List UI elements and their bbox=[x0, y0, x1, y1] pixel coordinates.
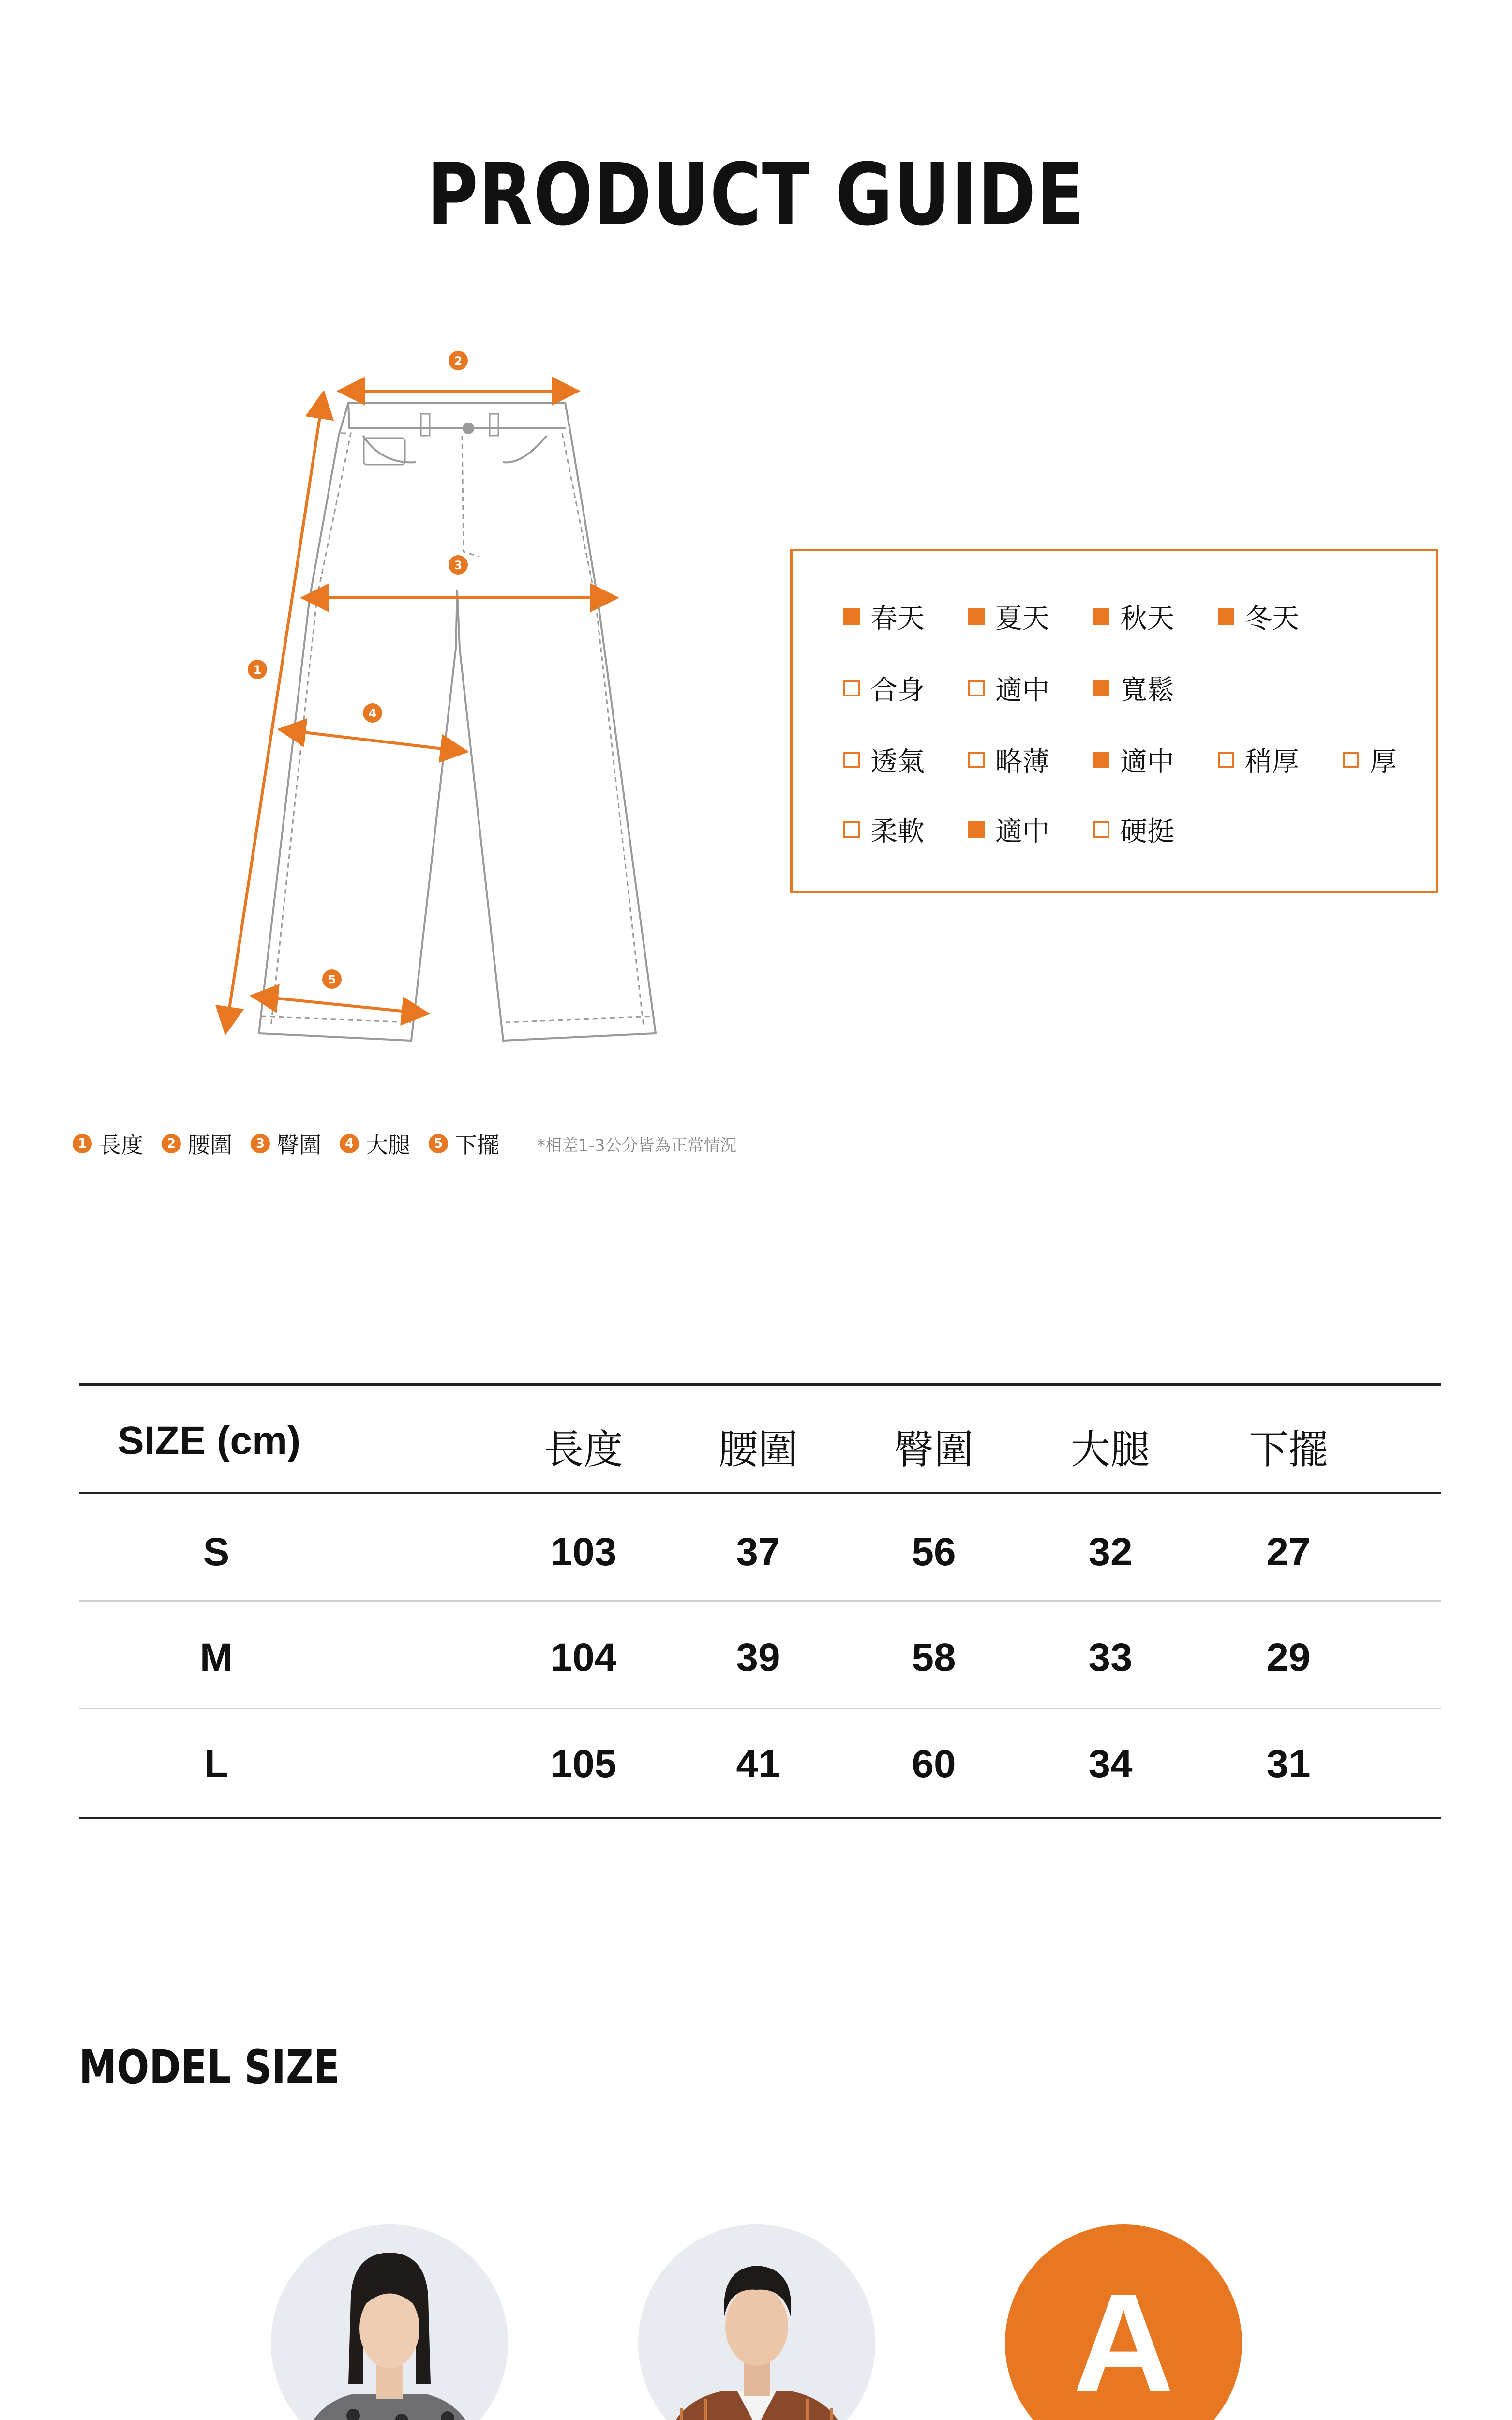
checked-box-icon bbox=[1093, 680, 1109, 696]
number-badge: 4 bbox=[340, 1134, 359, 1153]
cell-thigh: 34 bbox=[1088, 1742, 1133, 1786]
option-spring: 春天 bbox=[843, 597, 925, 636]
key-waist: 2 腰圍 bbox=[162, 1128, 232, 1160]
cell-hem: 31 bbox=[1266, 1742, 1311, 1786]
header-hem: 下擺 bbox=[1248, 1427, 1328, 1473]
pants-outline bbox=[259, 403, 656, 1041]
page-title: PRODUCT GUIDE bbox=[427, 145, 1085, 244]
option-loose: 寬鬆 bbox=[1093, 669, 1174, 708]
header-size: SIZE (cm) bbox=[118, 1419, 301, 1463]
unchecked-box-icon bbox=[843, 752, 860, 768]
measurement-key bbox=[73, 1128, 737, 1160]
cell-hip: 58 bbox=[912, 1635, 956, 1679]
table-header-rule bbox=[79, 1492, 1441, 1494]
cell-thigh: 32 bbox=[1088, 1530, 1133, 1574]
marker-5-label: 5 bbox=[328, 973, 336, 986]
marker-1-label: 1 bbox=[253, 663, 262, 677]
header-waist: 腰圍 bbox=[718, 1427, 798, 1473]
row-size: L bbox=[204, 1742, 229, 1786]
unchecked-box-icon bbox=[968, 752, 985, 768]
measurement-lines bbox=[227, 391, 605, 1021]
unchecked-box-icon bbox=[1218, 752, 1234, 768]
option-thin: 略薄 bbox=[968, 741, 1049, 779]
number-badge: 1 bbox=[73, 1134, 92, 1153]
key-thigh: 4 大腿 bbox=[340, 1128, 410, 1160]
cell-thigh: 33 bbox=[1088, 1635, 1133, 1679]
checked-box-icon bbox=[968, 608, 985, 625]
model-card-owen bbox=[587, 2224, 926, 2420]
model-card-pan bbox=[220, 2224, 559, 2420]
key-hem: 5 下擺 bbox=[429, 1128, 499, 1160]
option-soft: 柔軟 bbox=[843, 810, 925, 849]
option-breathable: 透氣 bbox=[843, 741, 925, 779]
button-detail bbox=[463, 423, 474, 434]
header-thigh: 大腿 bbox=[1070, 1427, 1150, 1473]
model-card-a bbox=[954, 2224, 1293, 2420]
table-bottom-rule bbox=[79, 1817, 1441, 1819]
option-fit-regular: 適中 bbox=[968, 669, 1049, 708]
checked-box-icon bbox=[843, 608, 860, 625]
row-size: M bbox=[199, 1635, 233, 1679]
letter-avatar: A bbox=[1005, 2224, 1242, 2420]
checked-box-icon bbox=[1093, 752, 1109, 768]
cell-length: 103 bbox=[550, 1530, 617, 1574]
unchecked-box-icon bbox=[1343, 752, 1359, 768]
cell-hip: 60 bbox=[912, 1742, 956, 1786]
option-thickness-regular: 適中 bbox=[1093, 741, 1174, 779]
number-badge: 3 bbox=[251, 1134, 270, 1153]
option-thick: 厚 bbox=[1343, 741, 1397, 779]
number-badge: 5 bbox=[429, 1134, 448, 1153]
cell-hem: 29 bbox=[1266, 1635, 1311, 1679]
option-autumn: 秋天 bbox=[1093, 597, 1174, 636]
female-model-avatar bbox=[271, 2224, 508, 2420]
cell-hem: 27 bbox=[1266, 1530, 1311, 1574]
number-badge: 2 bbox=[162, 1134, 181, 1153]
unchecked-box-icon bbox=[843, 680, 860, 696]
row-size: S bbox=[203, 1530, 230, 1574]
header-hip: 臀圍 bbox=[894, 1427, 973, 1473]
checked-box-icon bbox=[1218, 608, 1234, 625]
option-slightly-thick: 稍厚 bbox=[1218, 741, 1299, 779]
header-length: 長度 bbox=[543, 1427, 623, 1473]
option-stiff: 硬挺 bbox=[1093, 810, 1174, 849]
cell-length: 104 bbox=[550, 1635, 617, 1679]
fabric-attributes-box bbox=[790, 549, 1438, 893]
checked-box-icon bbox=[968, 821, 985, 838]
table-top-rule bbox=[79, 1383, 1441, 1386]
option-summer: 夏天 bbox=[968, 597, 1049, 636]
option-fitted: 合身 bbox=[843, 669, 925, 708]
checked-box-icon bbox=[1093, 608, 1109, 625]
unchecked-box-icon bbox=[1093, 821, 1109, 838]
cell-length: 105 bbox=[550, 1742, 617, 1786]
pants-measurement-diagram bbox=[203, 339, 677, 1065]
unchecked-box-icon bbox=[968, 680, 985, 696]
model-size-title: MODEL SIZE bbox=[79, 2040, 340, 2094]
marker-3-label: 3 bbox=[454, 559, 463, 572]
key-hip: 3 臀圍 bbox=[251, 1128, 321, 1160]
row-divider bbox=[79, 1600, 1441, 1602]
row-divider bbox=[79, 1708, 1441, 1709]
marker-4-label: 4 bbox=[368, 707, 377, 720]
male-model-avatar bbox=[638, 2224, 875, 2420]
unchecked-box-icon bbox=[843, 821, 860, 838]
cell-hip: 56 bbox=[912, 1530, 956, 1574]
cell-waist: 37 bbox=[736, 1530, 780, 1574]
option-texture-regular: 適中 bbox=[968, 810, 1049, 849]
option-winter: 冬天 bbox=[1218, 597, 1299, 636]
cell-waist: 41 bbox=[736, 1742, 780, 1786]
marker-2-label: 2 bbox=[454, 354, 463, 368]
cell-waist: 39 bbox=[736, 1635, 780, 1679]
measurement-tolerance-note: *相差1-3公分皆為正常情況 bbox=[537, 1135, 737, 1155]
key-length: 1 長度 bbox=[73, 1128, 143, 1160]
